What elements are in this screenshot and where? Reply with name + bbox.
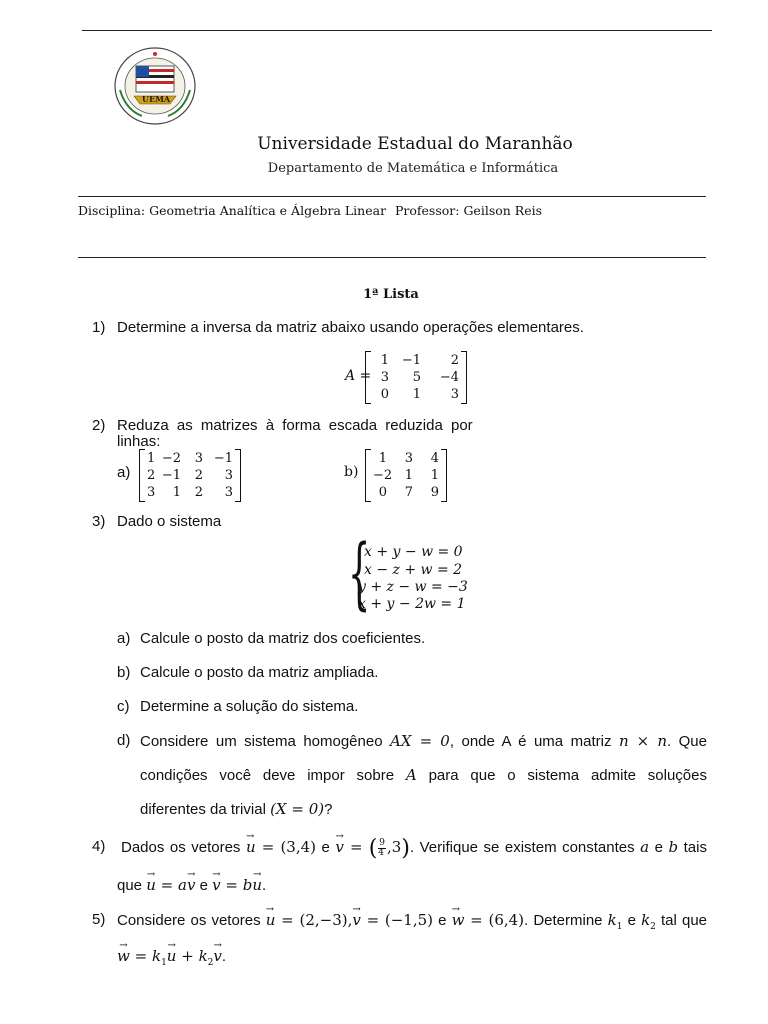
matrix-cell: 4 — [430, 451, 439, 466]
matrix-cell: 3 — [404, 451, 413, 466]
q3-d-line1: Considere um sistema homogêneo AX = 0, onde A é uma matriz n × n. Que — [140, 732, 707, 750]
university-name: Universidade Estadual do Maranhão — [257, 134, 573, 154]
q3-b-text: Calcule o posto da matriz ampliada. — [140, 664, 379, 681]
q5-number: 5) — [92, 911, 106, 928]
matrix-cell: 1 — [378, 451, 387, 466]
matrix-cell: 2 — [194, 468, 203, 483]
matrix-cell: 1 — [172, 485, 181, 500]
matrix-cell: 2 — [450, 353, 459, 368]
q2-b-label: b) — [344, 464, 359, 480]
system-brace: { — [348, 529, 371, 619]
discipline-label: Disciplina: Geometria Analítica e Álgebra Linear — [78, 203, 387, 218]
q3-a-label: a) — [117, 630, 131, 647]
q1-number: 1) — [92, 319, 106, 336]
q3-b-label: b) — [117, 664, 131, 681]
matrix-cell: −2 — [373, 468, 393, 483]
top-rule — [82, 30, 712, 31]
q4-line1: Dados os vetores → u = (3,4) e → v = ( $\frac{9}{4}$ ,3). Verifique se existem constantes a e b tais — [121, 838, 707, 858]
matrix-cell: 3 — [450, 387, 459, 402]
q5-line1: Considere os vetores → u = (2,−3),→ v = (−1,5) e → w = (6,4). Determine $k_1$ e $k_2$ tal que — [117, 911, 707, 936]
vector-v: → v — [335, 838, 343, 856]
matrix-cell: 2 — [147, 468, 156, 483]
q3-text: Dado o sistema — [117, 513, 222, 530]
matrix-cell: 3 — [224, 485, 233, 500]
matrix-cell: 3 — [147, 485, 156, 500]
q2-a-label: a) — [117, 464, 131, 481]
matrix-cell: 9 — [430, 485, 439, 500]
fraction: $\frac{9}{4}$ — [378, 837, 386, 858]
matrix-cell: −1 — [213, 451, 233, 466]
q3-c-text: Determine a solução do sistema. — [140, 698, 359, 715]
q3-d-label: d) — [117, 732, 131, 749]
matrix-cell: 3 — [224, 468, 233, 483]
vector-u: → u — [246, 838, 256, 856]
matrix-cell: 0 — [378, 485, 387, 500]
matrix-cell: 2 — [194, 485, 203, 500]
matrix-cell: 1 — [380, 353, 389, 368]
matrix-cell: 1 — [412, 387, 421, 402]
q4-line2: que → u = a→ v e → v = b→ u. — [117, 876, 266, 895]
list-title: 1ª Lista — [363, 287, 419, 302]
matrix-cell: −2 — [161, 451, 181, 466]
matrix-cell: 1 — [430, 468, 439, 483]
matrix-cell: 7 — [404, 485, 413, 500]
matrix-cell: −1 — [161, 468, 181, 483]
q2-matrix-b — [370, 450, 442, 501]
matrix-cell: 3 — [380, 370, 389, 385]
system-eq-3: y + z − w = −3 — [358, 579, 468, 595]
q1-text: Determine a inversa da matriz abaixo usando operações elementares. — [117, 319, 584, 336]
matrix-cell: 3 — [194, 451, 203, 466]
q3-c-label: c) — [117, 698, 130, 715]
matrix-cell: −1 — [401, 353, 421, 368]
q4-number: 4) — [92, 838, 106, 855]
q2-number: 2) — [92, 417, 106, 434]
matrix-cell: 1 — [404, 468, 413, 483]
system-eq-4: x + y − 2w = 1 — [358, 596, 466, 612]
university-seal-logo — [112, 46, 198, 126]
matrix-cell: −4 — [439, 370, 459, 385]
q3-a-text: Calcule o posto da matriz dos coeficientes. — [140, 630, 426, 647]
header-rule-1 — [78, 196, 706, 197]
matrix-cell: 5 — [412, 370, 421, 385]
q3-d-line2: condições você deve impor sobre A para que o sistema admite soluções — [140, 766, 707, 784]
q3-d-line3: diferentes da trivial (X = 0)? — [140, 800, 333, 818]
q5-line2: → $w = k_1\to u + k_2\to v$. — [117, 947, 226, 972]
matrix-cell: 1 — [147, 451, 156, 466]
system-eq-1: x + y − w = 0 — [364, 544, 463, 560]
q2-text-line1: Reduza as matrizes à forma escada reduzida por — [117, 417, 473, 434]
professor-label: Professor: Geilson Reis — [395, 203, 543, 218]
system-eq-2: x − z + w = 2 — [364, 562, 463, 578]
header-rule-2 — [78, 257, 706, 258]
q2-matrix-a — [144, 450, 236, 501]
q1-matrix — [370, 352, 462, 403]
q1-matrix-label: A = — [345, 368, 372, 384]
logo-label: UEMA — [142, 94, 171, 104]
department-name: Departamento de Matemática e Informática — [267, 161, 559, 176]
matrix-cell: 0 — [380, 387, 389, 402]
q3-number: 3) — [92, 513, 106, 530]
q2-text-line2: linhas: — [117, 433, 161, 450]
